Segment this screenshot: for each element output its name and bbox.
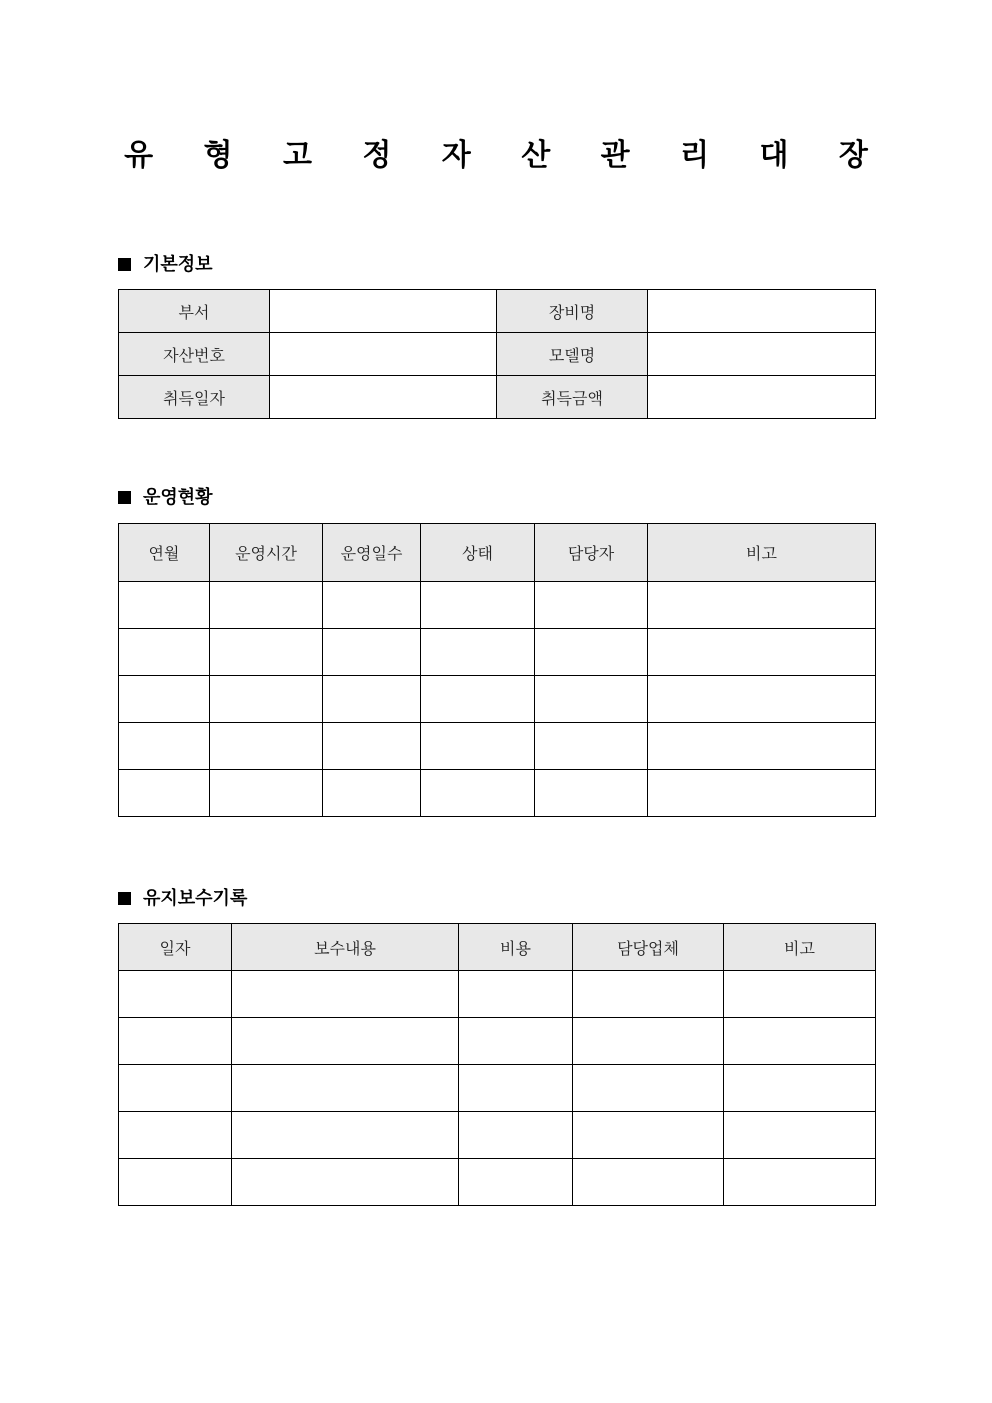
table-cell[interactable]: [724, 1065, 876, 1112]
field-label: 자산번호: [119, 333, 270, 376]
table-cell[interactable]: [459, 1018, 573, 1065]
column-header: 보수내용: [232, 924, 459, 971]
table-cell[interactable]: [421, 770, 535, 817]
table-cell[interactable]: [119, 1112, 232, 1159]
section-heading-label: 기본정보: [143, 254, 213, 275]
field-label: 모델명: [497, 333, 648, 376]
field-value-cell[interactable]: [270, 290, 497, 333]
field-value-cell[interactable]: [270, 376, 497, 419]
table-cell[interactable]: [459, 1159, 573, 1206]
square-bullet-icon: [118, 258, 131, 271]
table-cell[interactable]: [724, 971, 876, 1018]
table-cell[interactable]: [119, 1065, 232, 1112]
table-cell[interactable]: [323, 676, 421, 723]
maintenance-table: [118, 923, 876, 1206]
column-header: 운영일수: [323, 524, 421, 582]
table-header-row: [119, 524, 876, 582]
table-cell[interactable]: [535, 770, 648, 817]
table-cell[interactable]: [421, 582, 535, 629]
basic-info-table: [118, 289, 876, 419]
operation-table: [118, 523, 876, 817]
table-cell[interactable]: [323, 582, 421, 629]
column-header: 연월: [119, 524, 210, 582]
table-cell[interactable]: [648, 582, 876, 629]
table-row: [119, 582, 876, 629]
field-value-cell[interactable]: [648, 376, 876, 419]
column-header: 비고: [648, 524, 876, 582]
table-cell[interactable]: [232, 1112, 459, 1159]
square-bullet-icon: [118, 491, 131, 504]
section-heading-label: 유지보수기록: [143, 888, 248, 909]
table-cell[interactable]: [421, 723, 535, 770]
table-cell[interactable]: [232, 1159, 459, 1206]
table-cell[interactable]: [119, 676, 210, 723]
section-heading-maintenance: [118, 887, 247, 911]
table-cell[interactable]: [724, 1018, 876, 1065]
column-header: 운영시간: [210, 524, 323, 582]
section-heading-operation: [118, 486, 213, 510]
table-cell[interactable]: [724, 1159, 876, 1206]
table-cell[interactable]: [573, 1018, 724, 1065]
table-row: [119, 376, 876, 419]
column-header: 비용: [459, 924, 573, 971]
field-value-cell[interactable]: [648, 290, 876, 333]
field-value-cell[interactable]: [648, 333, 876, 376]
table-cell[interactable]: [648, 629, 876, 676]
column-header: 비고: [724, 924, 876, 971]
table-row: [119, 333, 876, 376]
table-cell[interactable]: [210, 676, 323, 723]
table-cell[interactable]: [648, 676, 876, 723]
table-cell[interactable]: [573, 971, 724, 1018]
table-cell[interactable]: [535, 629, 648, 676]
field-label: 장비명: [497, 290, 648, 333]
column-header: 담당자: [535, 524, 648, 582]
table-cell[interactable]: [648, 770, 876, 817]
table-row: [119, 629, 876, 676]
table-row: [119, 290, 876, 333]
column-header: 담당업체: [573, 924, 724, 971]
column-header: 일자: [119, 924, 232, 971]
table-cell[interactable]: [535, 676, 648, 723]
table-cell[interactable]: [119, 723, 210, 770]
table-cell[interactable]: [210, 723, 323, 770]
table-cell[interactable]: [232, 1018, 459, 1065]
table-cell[interactable]: [119, 770, 210, 817]
square-bullet-icon: [118, 892, 131, 905]
table-cell[interactable]: [573, 1112, 724, 1159]
table-cell[interactable]: [210, 629, 323, 676]
column-header: 상태: [421, 524, 535, 582]
table-row: [119, 1065, 876, 1112]
table-cell[interactable]: [535, 723, 648, 770]
table-row: [119, 1112, 876, 1159]
table-cell[interactable]: [459, 971, 573, 1018]
table-row: [119, 971, 876, 1018]
table-row: [119, 770, 876, 817]
section-heading-label: 운영현황: [143, 487, 213, 508]
table-cell[interactable]: [648, 723, 876, 770]
table-cell[interactable]: [232, 971, 459, 1018]
table-cell[interactable]: [323, 629, 421, 676]
field-value-cell[interactable]: [270, 333, 497, 376]
table-cell[interactable]: [573, 1159, 724, 1206]
table-cell[interactable]: [210, 582, 323, 629]
table-row: [119, 1159, 876, 1206]
table-cell[interactable]: [119, 971, 232, 1018]
table-cell[interactable]: [119, 582, 210, 629]
field-label: 취득일자: [119, 376, 270, 419]
field-label: 취득금액: [497, 376, 648, 419]
table-cell[interactable]: [232, 1065, 459, 1112]
table-cell[interactable]: [535, 582, 648, 629]
section-heading-basic-info: [118, 253, 213, 277]
table-cell[interactable]: [119, 1018, 232, 1065]
table-cell[interactable]: [421, 629, 535, 676]
table-cell[interactable]: [573, 1065, 724, 1112]
table-cell[interactable]: [210, 770, 323, 817]
table-row: [119, 723, 876, 770]
table-cell[interactable]: [119, 1159, 232, 1206]
table-cell[interactable]: [724, 1112, 876, 1159]
table-header-row: [119, 924, 876, 971]
table-cell[interactable]: [459, 1112, 573, 1159]
page-title: 유 형 고 정 자 산 관 리 대 장: [124, 138, 888, 173]
table-cell[interactable]: [323, 770, 421, 817]
table-row: [119, 676, 876, 723]
table-cell[interactable]: [323, 723, 421, 770]
table-row: [119, 1018, 876, 1065]
table-cell[interactable]: [119, 629, 210, 676]
table-cell[interactable]: [421, 676, 535, 723]
field-label: 부서: [119, 290, 270, 333]
table-cell[interactable]: [459, 1065, 573, 1112]
